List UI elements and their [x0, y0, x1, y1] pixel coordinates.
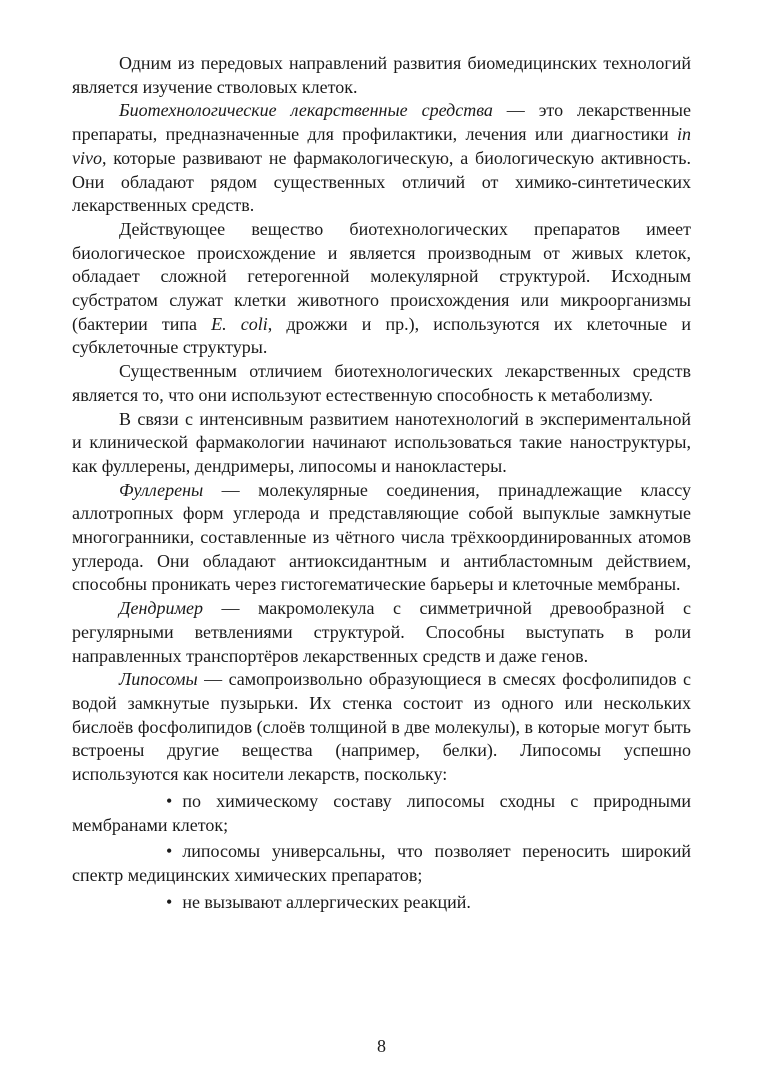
- bullet-item-2: [72, 840, 691, 887]
- paragraph-text: — макромолекула с симметричной древообразной с регулярными ветвлениями структурой. Способны выступать в роли направленных транспортёров лекарственных средств и даже генов.: [72, 598, 691, 666]
- term-liposomes: Липосомы: [119, 669, 198, 690]
- paragraph-text: Существенным отличием биотехнологических лекарственных средств является то, что они используют естественную способность к метаболизму.: [72, 361, 691, 405]
- paragraph-liposomes: [72, 668, 691, 787]
- paragraph-fullerenes: [72, 479, 691, 598]
- paragraph-text: , дрожжи и пр.), используются их клеточные и субклеточные структуры.: [72, 313, 691, 358]
- term-biotech-drugs: Биотехнологические лекарственные средства: [119, 100, 493, 121]
- term-in-vivo: in vivo: [72, 124, 691, 168]
- bullet-text: липосомы универсальны, что позволяет переносить широкий спектр медицинских химических препаратов;: [72, 841, 691, 885]
- paragraph-stem-cells: [72, 52, 691, 99]
- paragraph-text: В связи с интенсивным развитием нанотехнологий в экспериментальной и клинической фармакологии начинают использоваться такие наноструктуры, как фуллерены, дендримеры, липосомы и нанокластеры.: [72, 408, 691, 476]
- paragraph-text: — самопроизвольно образующиеся в смесях фосфолипидов с водой замкнутые пузырьки. Их стенка состоит из одного или нескольких бислоёв фосфолипидов (слоёв толщиной в две молекулы), в которые могут быть встроены другие вещества (например, белки). Липосомы успешно используются как носители лекарств, поскольку:: [72, 669, 691, 785]
- document-body: [72, 52, 691, 914]
- paragraph-dendrimer: [72, 597, 691, 668]
- bullet-item-3: [72, 891, 691, 915]
- paragraph-text: — это лекарственные препараты, предназначенные для профилактики, лечения или диагностики: [72, 100, 691, 145]
- paragraph-active-substance: [72, 218, 691, 360]
- paragraph-nanotech: [72, 408, 691, 479]
- bullet-text: не вызывают аллергических реакций.: [182, 891, 471, 912]
- page-number: 8: [377, 1036, 386, 1056]
- paragraph-text: — молекулярные соединения, принадлежащие классу аллотропных форм углерода и представляющие собой выпуклые замкнутые многогранники, составленные из чётного числа трёхкоординированных атомов углерода. Они обладают антиоксидантным и антибластомным действием, способны проникать через гистогематические барьеры и клеточные мембраны.: [72, 479, 691, 595]
- paragraph-text: Одним из передовых направлений развития биомедицинских технологий является изучение стволовых клеток.: [72, 53, 691, 97]
- bullet-icon: •: [166, 841, 173, 862]
- paragraph-text: , которые развивают не фармакологическую, а биологическую активность. Они обладают рядом существенных отличий от химико-синтетических лекарственных средств.: [72, 147, 691, 216]
- bullet-item-1: [72, 790, 691, 837]
- term-e-coli: E. coli: [211, 313, 268, 334]
- paragraph-metabolism: [72, 360, 691, 407]
- term-dendrimer: Дендример: [119, 598, 203, 619]
- bullet-text: по химическому составу липосомы сходны с природными мембранами клеток;: [72, 790, 691, 835]
- bullet-icon: •: [166, 790, 173, 811]
- term-fullerenes: Фуллерены: [119, 479, 204, 500]
- paragraph-biotech-drugs: [72, 99, 691, 218]
- paragraph-text: Действующее вещество биотехнологических препаратов имеет биологическое происхождение и является производным от живых клеток, обладает сложной гетерогенной молекулярной структурой. Исходным субстратом служат клетки животного происхождения или микроорганизмы (бактерии типа: [72, 218, 691, 334]
- bullet-icon: •: [166, 891, 173, 912]
